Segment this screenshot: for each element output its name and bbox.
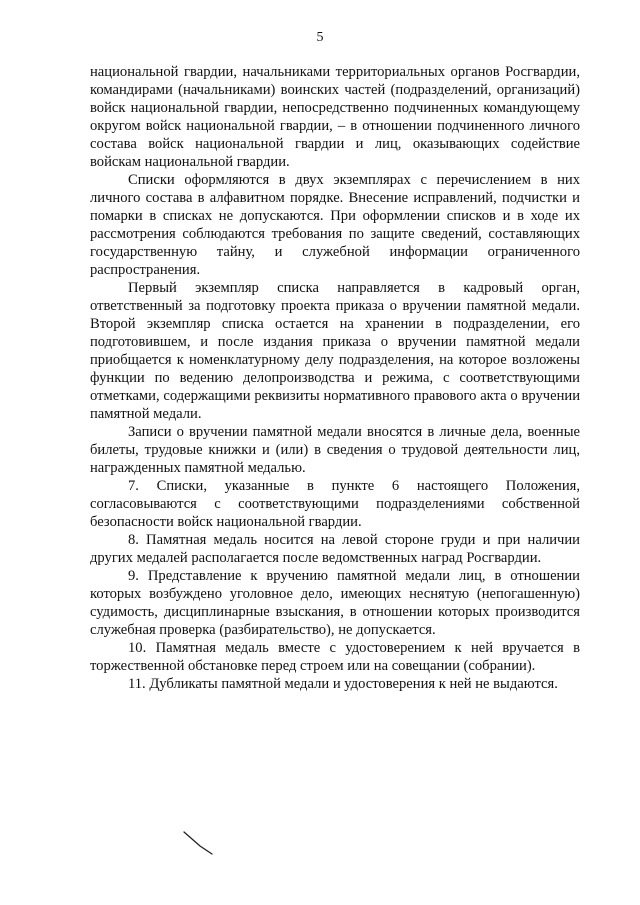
paragraph-continuation: национальной гвардии, начальниками территориальных органов Росгвардии, командирами (начальниками) воинских частей (подразделений, организаций) войск национальной гвардии, непосредственно подчиненных командующему округом войск национальной гвардии, – в отношении подчиненного личного состава войск национальной гвардии и лиц, оказывающих содействие войскам национальной гвардии. [90, 64, 580, 170]
paragraph-item-7: 7. Списки, указанные в пункте 6 настоящего Положения, согласовываются с соответствующими подразделениями собственной безопасности войск национальной гвардии. [90, 478, 580, 530]
page-number: 5 [316, 30, 324, 45]
paragraph-first-copy: Первый экземпляр списка направляется в кадровый орган, ответственный за подготовку проекта приказа о вручении памятной медали. Второй экземпляр списка остается на хранении в подразделении, его подготовившем, и после издания приказа о вручении памятной медали приобщается к номенклатурному делу подразделения, на которое возложены функции по ведению делопроизводства и режима, с соответствующими отметками, содержащими реквизиты нормативного правового акта о вручении памятной медали. [90, 280, 580, 422]
paragraph-lists-format: Списки оформляются в двух экземплярах с перечислением в них личного состава в алфавитном порядке. Внесение исправлений, подчистки и помарки в списках не допускаются. При оформлении списков и в ходе их рассмотрения соблюдаются требования по защите сведений, составляющих государственную тайну, и служебной информации ограниченного распространения. [90, 172, 580, 278]
document-body [90, 63, 580, 693]
paragraph-item-8: 8. Памятная медаль носится на левой стороне груди и при наличии других медалей располагается после ведомственных наград Росгвардии. [90, 532, 580, 566]
paragraph-records: Записи о вручении памятной медали вносятся в личные дела, военные билеты, трудовые книжки и (или) в сведения о трудовой деятельности лиц, награжденных памятной медалью. [90, 424, 580, 476]
paragraph-item-9: 9. Представление к вручению памятной медали лиц, в отношении которых возбуждено уголовное дело, имеющих неснятую (непогашенную) судимость, дисциплинарные взыскания, в отношении которых производится служебная проверка (разбирательство), не допускается. [90, 568, 580, 638]
paragraph-item-10: 10. Памятная медаль вместе с удостоверением к ней вручается в торжественной обстановке перед строем или на совещании (собрании). [90, 640, 580, 674]
pen-mark [182, 830, 222, 860]
paragraph-item-11: 11. Дубликаты памятной медали и удостоверения к ней не выдаются. [128, 676, 558, 692]
